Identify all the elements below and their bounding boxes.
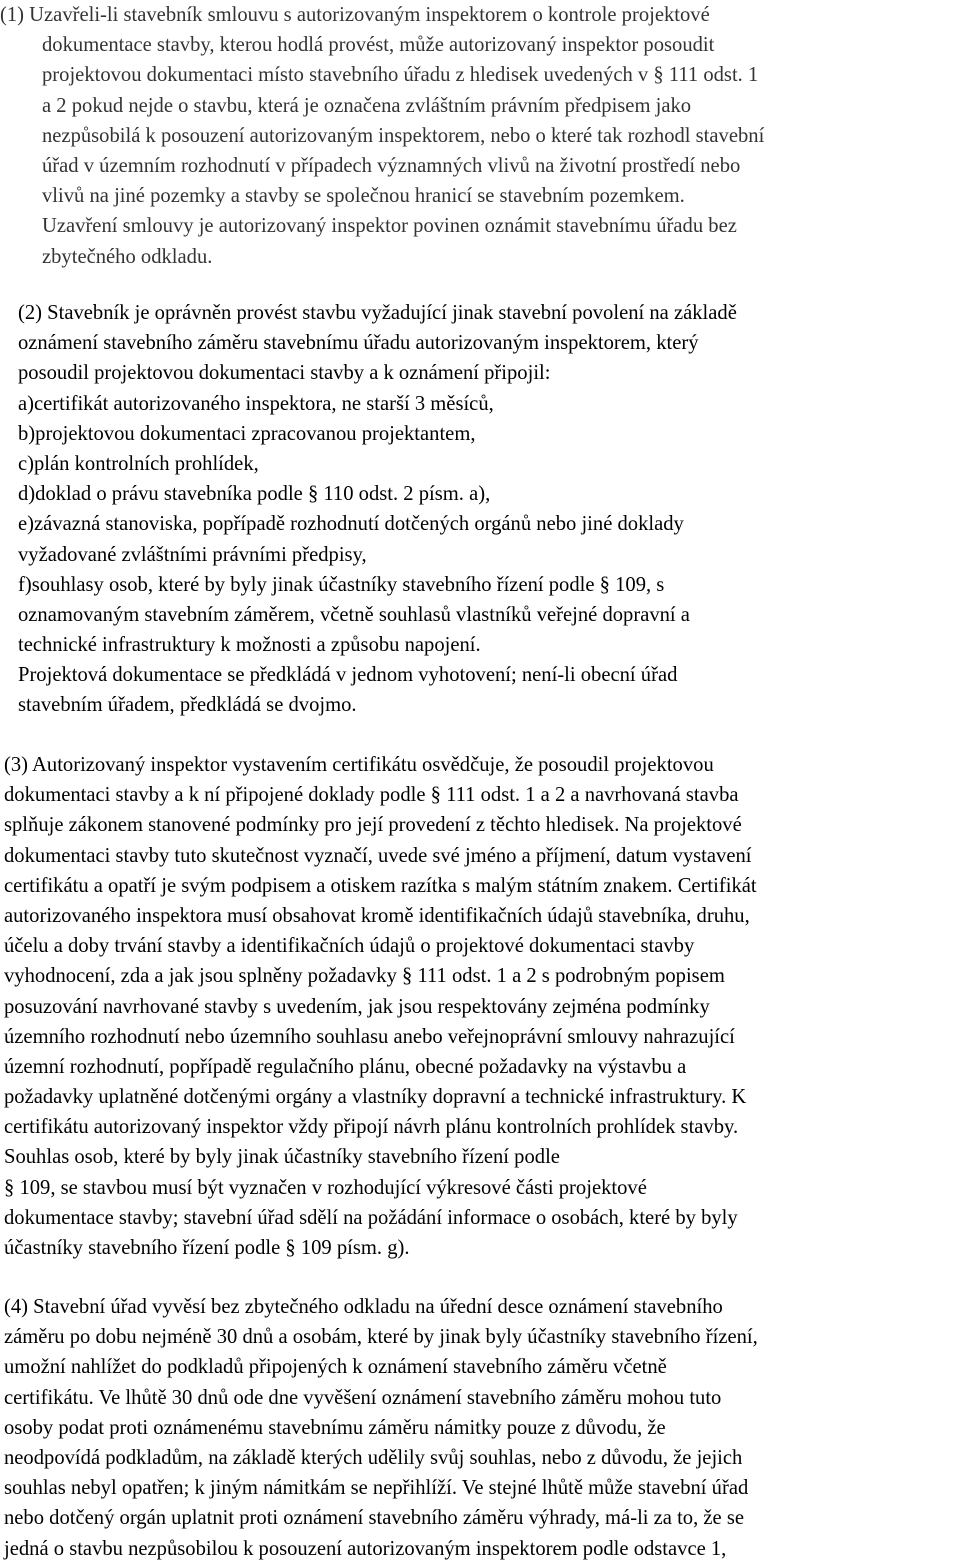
text-line: splňuje zákonem stanovené podmínky pro její provedení z těchto hledisek. Na projektové (4, 814, 742, 837)
text-line: certifikátu a opatří je svým podpisem a otiskem razítka s malým státním znakem. Certifikát (4, 874, 757, 897)
list-item: technické infrastruktury k možnosti a způsobu napojení. (18, 634, 481, 657)
text-line: Projektová dokumentace se předkládá v jednom vyhotovení; není-li obecní úřad (18, 664, 678, 687)
text-line: neodpovídá podkladům, na základě kterých udělily svůj souhlas, nebo z důvodu, že jejich (4, 1446, 743, 1469)
text-line: umožní nahlížet do podkladů připojených k oznámení stavebního záměru včetně (4, 1356, 667, 1379)
text-line: certifikátu autorizovaný inspektor vždy připojí návrh plánu kontrolních prohlídek stavby. (4, 1116, 739, 1139)
paragraph-3 (4, 750, 960, 1263)
text-line: Uzavření smlouvy je autorizovaný inspektor povinen oznámit stavebnímu úřadu bez (42, 215, 737, 238)
list-item: e)závazná stanoviska, popřípadě rozhodnutí dotčených orgánů nebo jiné doklady (18, 513, 684, 536)
text-line: oznámení stavebního záměru stavebnímu úřadu autorizovaným inspektorem, který (18, 332, 699, 355)
list-item: d)doklad o právu stavebníka podle § 110 odst. 2 písm. a), (18, 483, 491, 506)
list-item: vyžadované zvláštními právními předpisy, (18, 543, 367, 566)
text-line: územní rozhodnutí, popřípadě regulačního plánu, obecné požadavky na výstavbu a (4, 1055, 687, 1078)
text-line: projektovou dokumentaci místo stavebního úřadu z hledisek uvedených v § 111 odst. 1 (42, 64, 759, 87)
text-line: účastníky stavebního řízení podle § 109 písm. g). (4, 1237, 410, 1259)
text-line: posoudil projektovou dokumentaci stavby a k oznámení připojil: (18, 362, 551, 385)
text-line: záměru po dobu nejméně 30 dnů a osobám, které by jinak byly účastníky stavebního řízení, (4, 1326, 758, 1349)
text-line: stavebním úřadem, předkládá se dvojmo. (18, 694, 357, 717)
text-line: zbytečného odkladu. (42, 245, 213, 268)
text-line: úřad v územním rozhodnutí v případech významných vlivů na životní prostředí nebo (42, 154, 741, 177)
text-line: nebo dotčený orgán uplatnit proti oznámení stavebního záměru výhrady, má-li za to, že se (4, 1507, 744, 1530)
text-line: dokumentaci stavby a k ní připojené doklady podle § 111 odst. 1 a 2 a navrhovaná stavba (4, 784, 739, 807)
paragraph-2 (18, 298, 960, 721)
text-line: certifikátu. Ve lhůtě 30 dnů ode dne vyvěšení oznámení stavebního záměru mohou tuto (4, 1386, 722, 1409)
text-line: autorizovaného inspektora musí obsahovat kromě identifikačních údajů stavebníka, druhu, (4, 904, 750, 927)
paragraph-1 (0, 0, 960, 272)
text-line: (4) Stavební úřad vyvěsí bez zbytečného odkladu na úřední desce oznámení stavebního (4, 1296, 723, 1318)
text-line: (1) Uzavřeli-li stavebník smlouvu s autorizovaným inspektorem o kontrole projektové (0, 4, 710, 26)
text-line: osoby podat proti oznámenému stavebnímu záměru námitky pouze z důvodu, že (4, 1416, 666, 1439)
text-line: vyhodnocení, zda a jak jsou splněny požadavky § 111 odst. 1 a 2 s podrobným popisem (4, 965, 725, 988)
text-line: účelu a doby trvání stavby a identifikačních údajů o projektové dokumentaci stavby (4, 935, 695, 958)
text-line: vlivů na jiné pozemky a stavby se společnou hranicí se stavebním pozemkem. (42, 185, 685, 208)
list-item: f)souhlasy osob, které by byly jinak účastníky stavebního řízení podle § 109, s (18, 573, 665, 596)
text-line: § 109, se stavbou musí být vyznačen v rozhodující výkresové části projektové (4, 1176, 647, 1199)
text-line: územního rozhodnutí nebo územního souhlasu anebo veřejnoprávní smlouvy nahrazující (4, 1025, 735, 1048)
list-item: a)certifikát autorizovaného inspektora, ne starší 3 měsíců, (18, 392, 494, 415)
text-line: a 2 pokud nejde o stavbu, která je označena zvláštním právním předpisem jako (42, 94, 692, 117)
list-item: b)projektovou dokumentaci zpracovanou projektantem, (18, 422, 476, 445)
list-item: oznamovaným stavebním záměrem, včetně souhlasů vlastníků veřejné dopravní a (18, 603, 690, 626)
text-line: (3) Autorizovaný inspektor vystavením certifikátu osvědčuje, že posoudil projektovou (4, 754, 714, 776)
text-line: jedná o stavbu nezpůsobilou k posouzení autorizovaným inspektorem podle odstavce 1, (4, 1537, 727, 1560)
paragraph-4 (4, 1292, 960, 1564)
text-line: nezpůsobilá k posouzení autorizovaným inspektorem, nebo o které tak rozhodl stavební (42, 124, 765, 147)
text-line: souhlas nebyl opatřen; k jiným námitkám se nepřihlíží. Ve stejné lhůtě může stavební úřad (4, 1477, 749, 1500)
text-line: (2) Stavebník je oprávněn provést stavbu vyžadující jinak stavební povolení na základě (18, 302, 737, 324)
text-line: dokumentace stavby; stavební úřad sdělí na požádání informace o osobách, které by byly (4, 1206, 738, 1229)
text-line: dokumentace stavby, kterou hodlá provést, může autorizovaný inspektor posoudit (42, 34, 715, 57)
text-line: dokumentaci stavby tuto skutečnost vyznačí, uvede své jméno a příjmení, datum vystavení (4, 844, 752, 867)
text-line: posuzování navrhované stavby s uvedením, jak jsou respektovány zejména podmínky (4, 995, 710, 1018)
text-line: Souhlas osob, které by byly jinak účastníky stavebního řízení podle (4, 1146, 560, 1169)
list-item: c)plán kontrolních prohlídek, (18, 452, 259, 475)
text-line: požadavky uplatněné dotčenými orgány a vlastníky dopravní a technické infrastruktury. K (4, 1086, 747, 1109)
